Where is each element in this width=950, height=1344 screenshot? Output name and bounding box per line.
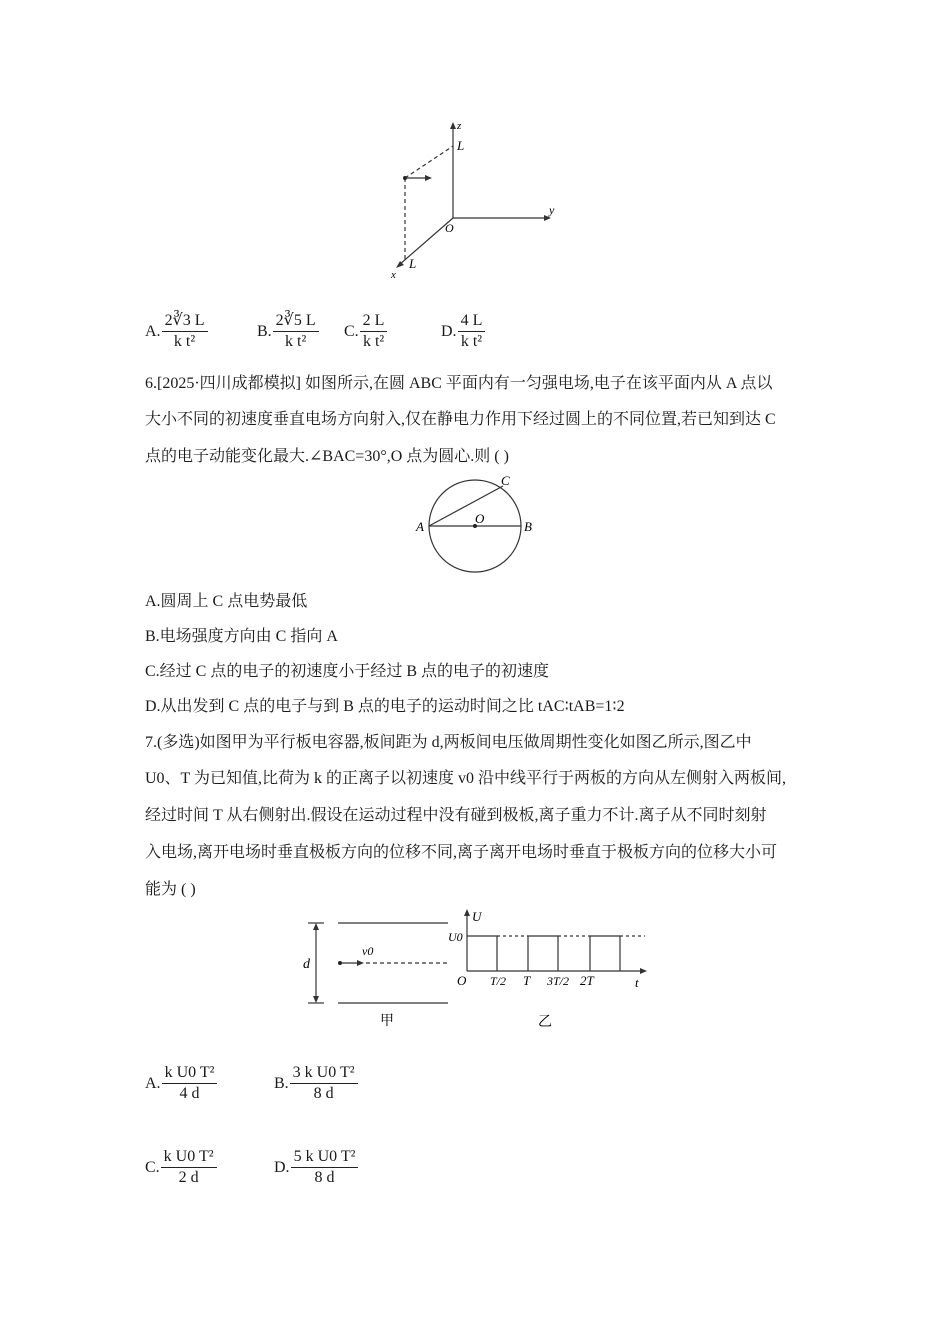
t-three-half-label: 3T/2 xyxy=(547,974,570,988)
q7-stem-line3: 经过时间 T 从右侧射出.假设在运动过程中没有碰到极板,离子重力不计.离子从不同时刻射 xyxy=(145,807,767,824)
q6-circle-figure xyxy=(410,474,545,578)
q6-stem-line2: 大小不同的初速度垂直电场方向射入,仅在静电力作用下经过圆上的不同位置,若已知到达 C xyxy=(145,411,776,428)
q7-option-c: C. $\frac{\text{k U0 T²}}{2 d}$ xyxy=(145,1147,217,1188)
u-axis-label: U xyxy=(472,909,482,924)
q7-option-a: A. $\frac{\text{k U0 T²}}{4 d}$ xyxy=(145,1063,217,1104)
u0-label: U0 xyxy=(448,930,463,944)
chord-ac xyxy=(429,486,503,526)
q5-option-d: D. $\frac{4 L}{\text{k t²}}$ xyxy=(441,311,485,352)
q7-figure-yi xyxy=(440,905,655,1035)
q7-stem-line2: U0、T 为已知值,比荷为 k 的正离子以初速度 v0 沿中线平行于两板的方向从左侧射入两板间, xyxy=(145,770,787,787)
len-x-label: L xyxy=(409,256,417,271)
len-z-label: L xyxy=(457,138,465,153)
pulse-2 xyxy=(528,936,558,971)
q7-option-b: B. $\frac{\text{3 k U0 T²}}{8 d}$ xyxy=(274,1063,358,1104)
q6-option-c: C.经过 C 点的电子的初速度小于经过 B 点的电子的初速度 xyxy=(145,663,550,680)
point-a-label: A xyxy=(416,519,424,534)
point-o-label: O xyxy=(475,511,485,526)
q5-option-b: B. $\frac{2∛5 L}{\text{k t²}}$ xyxy=(257,311,319,352)
q7-option-d: D. $\frac{\text{5 k U0 T²}}{8 d}$ xyxy=(274,1147,358,1188)
point-b-label: B xyxy=(524,519,532,534)
q6-option-d: D.从出发到 C 点的电子与到 B 点的电子的运动时间之比 tAC∶tAB=1∶2 xyxy=(145,698,625,715)
q7-stem-line5: 能为 ( ) xyxy=(145,881,196,898)
t-label: T xyxy=(523,973,531,988)
v0-label: v0 xyxy=(362,944,374,958)
q7-figure-jia xyxy=(300,915,455,1035)
two-t-label: 2T xyxy=(580,973,594,988)
q5-option-a: A. $\frac{2∛3 L}{\text{k t²}}$ xyxy=(145,311,208,352)
pulse-3 xyxy=(590,936,620,971)
x-label: x xyxy=(391,269,396,281)
q5-figure xyxy=(385,118,570,283)
dashed-z-projection xyxy=(405,146,453,178)
origin-label: O xyxy=(457,973,467,988)
ion-dot xyxy=(338,961,342,965)
y-label: y xyxy=(549,203,555,217)
q7-stem-line1: 7.(多选)如图甲为平行板电容器,板间距为 d,两板间电压做周期性变化如图乙所示,图乙中 xyxy=(145,734,752,751)
q5-option-c: C. $\frac{2 L}{\text{k t²}}$ xyxy=(344,311,387,352)
caption-jia: 甲 xyxy=(380,1014,394,1029)
q7-stem-line4: 入电场,离开电场时垂直极板方向的位移不同,离子离开电场时垂直于极板方向的位移大小可 xyxy=(145,844,778,861)
q6-option-b: B.电场强度方向由 C 指向 A xyxy=(145,628,338,645)
q6-stem-line3: 点的电子动能变化最大.∠BAC=30°,O 点为圆心.则 ( ) xyxy=(145,448,509,465)
z-label: z xyxy=(457,120,462,132)
d-label: d xyxy=(303,957,310,972)
particle-dot xyxy=(403,176,407,180)
origin-label: O xyxy=(445,221,454,235)
q6-option-a: A.圆周上 C 点电势最低 xyxy=(145,593,308,610)
caption-yi: 乙 xyxy=(538,1015,552,1030)
pulse-1 xyxy=(467,936,497,971)
point-c-label: C xyxy=(501,474,510,488)
time-axis-label: t xyxy=(635,975,639,990)
t-half-label: T/2 xyxy=(490,974,507,988)
q6-stem-line1: 6.[2025·四川成都模拟] 如图所示,在圆 ABC 平面内有一匀强电场,电子在该平面内从 A 点以 xyxy=(145,375,773,392)
